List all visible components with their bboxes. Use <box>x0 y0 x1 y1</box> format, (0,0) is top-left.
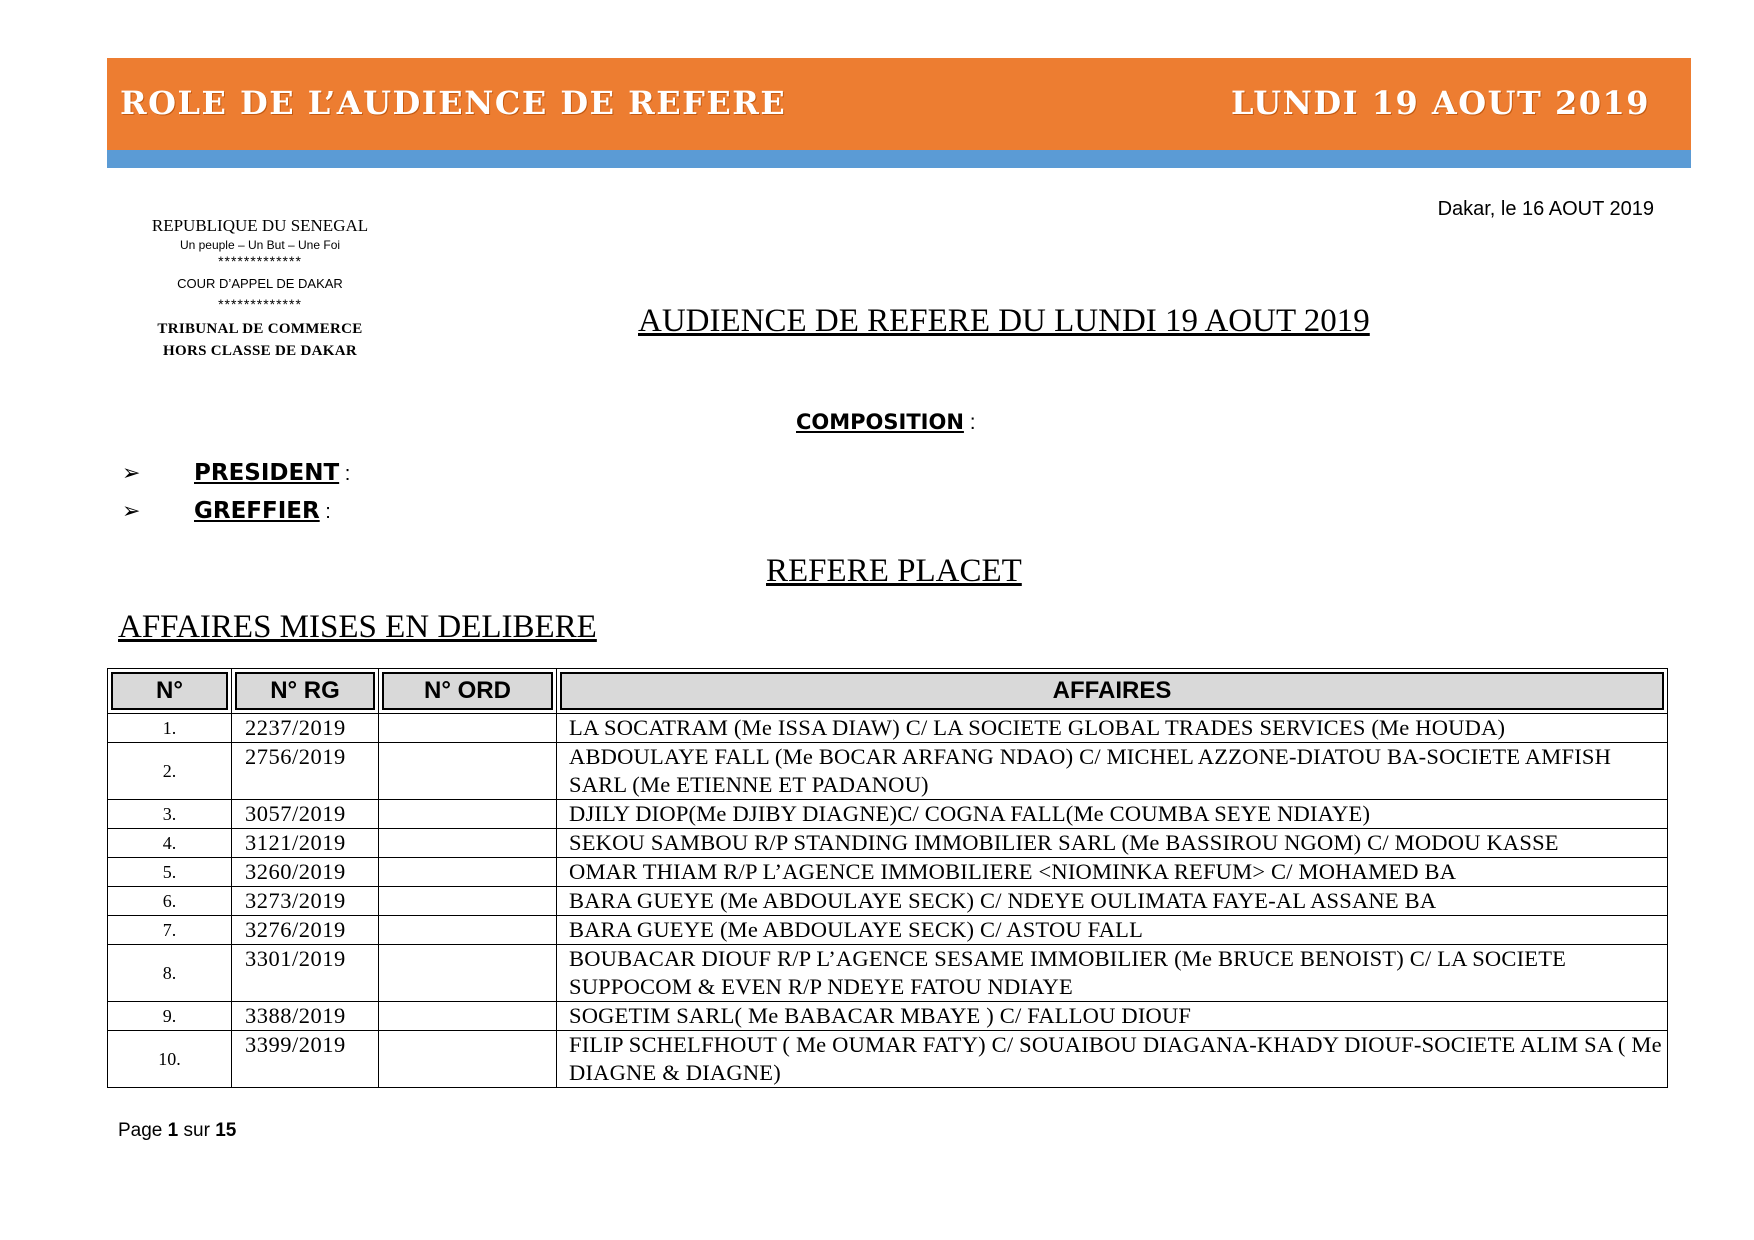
tribunal-name: TRIBUNAL DE COMMERCE <box>157 321 363 337</box>
ord-number <box>379 887 557 916</box>
audience-title: AUDIENCE DE REFERE DU LUNDI 19 AOUT 2019 <box>638 303 1370 339</box>
of-word: sur <box>183 1120 210 1141</box>
page-current: 1 <box>167 1120 179 1141</box>
role-president <box>122 460 350 486</box>
rg-number: 2237/2019 <box>232 714 379 743</box>
table-row <box>108 945 1668 1002</box>
case-number: 1. <box>108 714 232 743</box>
ord-number <box>379 743 557 800</box>
affaire-parties: ABDOULAYE FALL (Me BOCAR ARFANG NDAO) C/ MICHEL AZZONE-DIATOU BA-SOCIETE AMFISH SARL (Me ETIENNE ET PADANOU) <box>557 743 1668 800</box>
ord-number <box>379 858 557 887</box>
table-row <box>108 858 1668 887</box>
column-header-affaires: AFFAIRES <box>557 669 1668 714</box>
rg-number: 3388/2019 <box>232 1002 379 1031</box>
affaire-parties: SEKOU SAMBOU R/P STANDING IMMOBILIER SARL (Me BASSIROU NGOM) C/ MODOU KASSE <box>557 829 1668 858</box>
republic-name: REPUBLIQUE DU SENEGAL <box>151 216 369 235</box>
case-number: 10. <box>108 1031 232 1088</box>
table-body <box>108 714 1668 1088</box>
affaire-parties: SOGETIM SARL( Me BABACAR MBAYE ) C/ FALLOU DIOUF <box>557 1002 1668 1031</box>
table-row <box>108 829 1668 858</box>
role-colon: : <box>319 501 331 523</box>
role-greffier <box>122 498 331 524</box>
case-number: 4. <box>108 829 232 858</box>
rg-number: 3273/2019 <box>232 887 379 916</box>
court-name: COUR D’APPEL DE DAKAR <box>177 276 343 291</box>
table-header-row <box>108 669 1668 714</box>
separator-stars: ************* <box>218 253 302 269</box>
affaire-parties: FILIP SCHELFHOUT ( Me OUMAR FATY) C/ SOUAIBOU DIAGANA-KHADY DIOUF-SOCIETE ALIM SA ( Me DIAGNE & DIAGNE) <box>557 1031 1668 1088</box>
case-number: 9. <box>108 1002 232 1031</box>
national-motto: Un peuple – Un But – Une Foi <box>179 238 341 252</box>
institution-header <box>130 215 390 362</box>
rg-number: 3260/2019 <box>232 858 379 887</box>
column-header-number: N° <box>108 669 232 714</box>
table-row <box>108 800 1668 829</box>
ord-number <box>379 916 557 945</box>
table-row <box>108 743 1668 800</box>
role-label: GREFFIER <box>194 498 320 524</box>
column-header-ord: N° ORD <box>379 669 557 714</box>
role-colon: : <box>339 463 351 485</box>
case-number: 6. <box>108 887 232 916</box>
affaire-parties: BARA GUEYE (Me ABDOULAYE SECK) C/ ASTOU FALL <box>557 916 1668 945</box>
arrow-bullet-icon: ➢ <box>122 499 141 524</box>
case-number: 8. <box>108 945 232 1002</box>
separator-stars: ************* <box>218 296 302 312</box>
document-date: Dakar, le 16 AOUT 2019 <box>1437 198 1654 220</box>
ord-number <box>379 829 557 858</box>
table-row <box>108 916 1668 945</box>
page-word: Page <box>118 1120 163 1141</box>
rg-number: 2756/2019 <box>232 743 379 800</box>
banner-title: ROLE DE L’AUDIENCE DE REFERE <box>120 84 787 122</box>
table-row <box>108 1002 1668 1031</box>
role-label: PRESIDENT <box>194 460 340 486</box>
composition-heading <box>796 410 976 435</box>
affaire-parties: OMAR THIAM R/P L’AGENCE IMMOBILIERE <NIOMINKA REFUM> C/ MOHAMED BA <box>557 858 1668 887</box>
ord-number <box>379 1002 557 1031</box>
ord-number <box>379 1031 557 1088</box>
page-indicator <box>118 1120 236 1142</box>
banner-date: LUNDI 19 AOUT 2019 <box>1230 84 1650 122</box>
composition-colon: : <box>963 411 976 434</box>
case-number: 3. <box>108 800 232 829</box>
table-row <box>108 1031 1668 1088</box>
page-total: 15 <box>215 1120 237 1141</box>
tribunal-location: HORS CLASSE DE DAKAR <box>163 343 357 359</box>
composition-label: COMPOSITION <box>796 410 964 434</box>
banner-stripe <box>107 150 1691 168</box>
affaire-parties: DJILY DIOP(Me DJIBY DIAGNE)C/ COGNA FALL(Me COUMBA SEYE NDIAYE) <box>557 800 1668 829</box>
table-row <box>108 887 1668 916</box>
case-number: 2. <box>108 743 232 800</box>
affaire-parties: BARA GUEYE (Me ABDOULAYE SECK) C/ NDEYE OULIMATA FAYE-AL ASSANE BA <box>557 887 1668 916</box>
column-header-rg: N° RG <box>232 669 379 714</box>
arrow-bullet-icon: ➢ <box>122 461 141 486</box>
rg-number: 3399/2019 <box>232 1031 379 1088</box>
rg-number: 3057/2019 <box>232 800 379 829</box>
rg-number: 3121/2019 <box>232 829 379 858</box>
case-number: 7. <box>108 916 232 945</box>
case-number: 5. <box>108 858 232 887</box>
rg-number: 3276/2019 <box>232 916 379 945</box>
ord-number <box>379 945 557 1002</box>
affairs-table <box>107 668 1668 1088</box>
affaire-parties: BOUBACAR DIOUF R/P L’AGENCE SESAME IMMOBILIER (Me BRUCE BENOIST) C/ LA SOCIETE SUPPOCOM & EVEN R/P NDEYE FATOU NDIAYE <box>557 945 1668 1002</box>
section-title: AFFAIRES MISES EN DELIBERE <box>118 609 597 645</box>
refere-placet-heading: REFERE PLACET <box>766 553 1022 589</box>
ord-number <box>379 800 557 829</box>
table-row <box>108 714 1668 743</box>
ord-number <box>379 714 557 743</box>
affaire-parties: LA SOCATRAM (Me ISSA DIAW) C/ LA SOCIETE GLOBAL TRADES SERVICES (Me HOUDA) <box>557 714 1668 743</box>
rg-number: 3301/2019 <box>232 945 379 1002</box>
